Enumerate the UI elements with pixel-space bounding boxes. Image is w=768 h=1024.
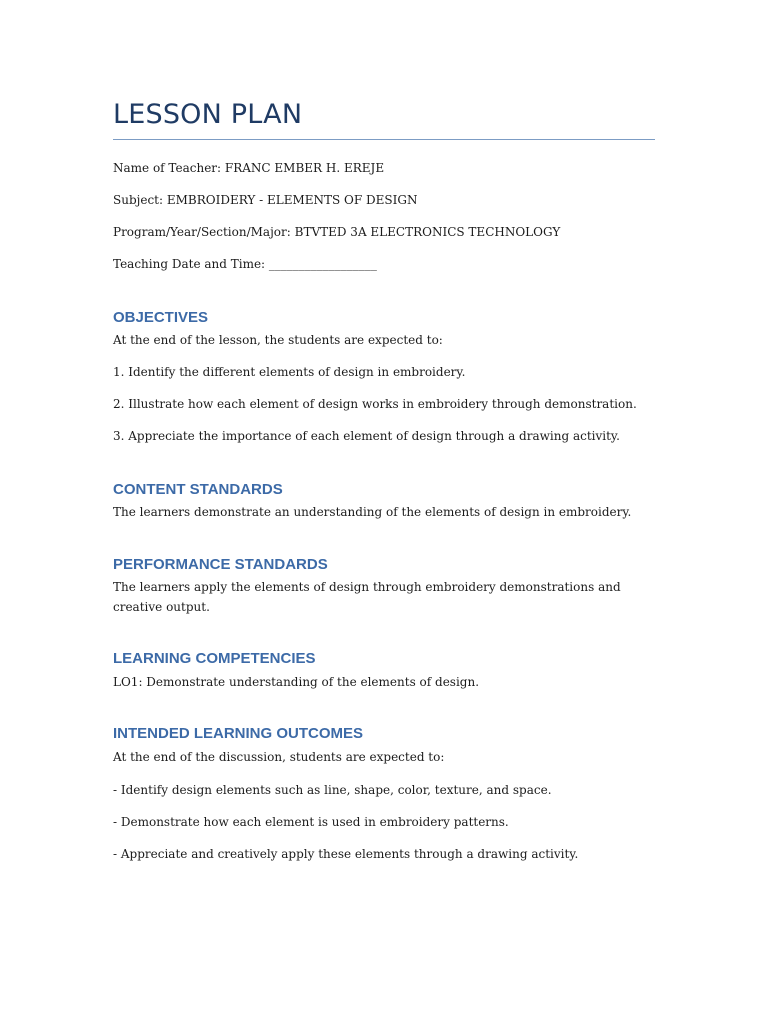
performance-standards-heading: PERFORMANCE STANDARDS	[113, 556, 328, 573]
teacher-name-line: Name of Teacher: FRANC EMBER H. EREJE	[113, 161, 385, 175]
learning-competencies-heading: LEARNING COMPETENCIES	[113, 650, 316, 667]
objectives-heading: OBJECTIVES	[113, 309, 209, 326]
program-line: Program/Year/Section/Major: BTVTED 3A ELECTRONICS TECHNOLOGY	[113, 225, 561, 239]
outcome-item: - Demonstrate how each element is used in embroidery patterns.	[113, 815, 509, 829]
outcome-item: - Appreciate and creatively apply these elements through a drawing activity.	[113, 847, 579, 861]
title-underline-divider	[113, 139, 655, 140]
teaching-date-line: Teaching Date and Time: __________________	[113, 257, 377, 271]
outcome-item: - Identify design elements such as line, shape, color, texture, and space.	[113, 783, 552, 797]
objectives-intro: At the end of the lesson, the students are expected to:	[113, 333, 443, 347]
objective-item: 2. Illustrate how each element of design works in embroidery through demonstration.	[113, 397, 637, 411]
intended-learning-outcomes-intro: At the end of the discussion, students are expected to:	[113, 750, 445, 764]
subject-line: Subject: EMBROIDERY - ELEMENTS OF DESIGN	[113, 193, 418, 207]
content-standards-text: The learners demonstrate an understanding of the elements of design in embroidery.	[113, 505, 632, 519]
performance-standards-text: The learners apply the elements of design through embroidery demonstrations and creative output.	[113, 580, 621, 614]
intended-learning-outcomes-heading: INTENDED LEARNING OUTCOMES	[113, 725, 364, 742]
content-standards-heading: CONTENT STANDARDS	[113, 481, 283, 498]
objective-item: 1. Identify the different elements of design in embroidery.	[113, 365, 466, 379]
document-title: LESSON PLAN	[113, 99, 303, 130]
objective-item: 3. Appreciate the importance of each element of design through a drawing activity.	[113, 429, 620, 443]
learning-competencies-text: LO1: Demonstrate understanding of the elements of design.	[113, 675, 480, 689]
